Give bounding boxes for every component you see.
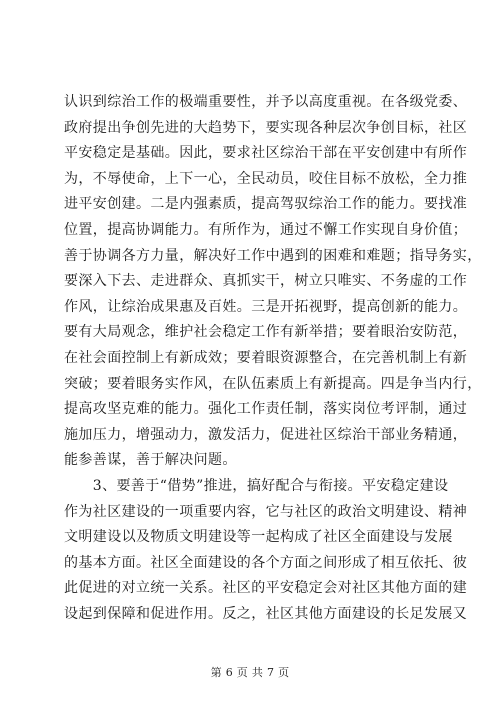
text-line: 设起到保障和促进作用。反之，社区其他方面建设的长足发展又 — [64, 605, 468, 622]
text-line: 此促进的对立统一关系。社区的平安稳定会对社区其他方面的建 — [64, 580, 468, 597]
text-line: 提高攻坚克难的能力。强化工作责任制，落实岗位考评制，通过 — [64, 401, 468, 418]
text-line: 突破；要着眼务实作风，在队伍素质上有新提高。四是争当内行， — [64, 375, 482, 392]
text-line: 作为社区建设的一项重要内容，它与社区的政治文明建设、精神 — [64, 503, 468, 520]
page-number: 第 6 页 共 7 页 — [210, 666, 290, 679]
text-line: 在社会面控制上有新成效；要着眼资源整合，在完善机制上有新 — [64, 349, 468, 366]
text-line: 的基本方面。社区全面建设的各个方面之间形成了相互依托、彼 — [64, 554, 468, 571]
body-text — [64, 90, 482, 627]
text-line: 要深入下去、走进群众、真抓实干，树立只唯实、不务虚的工作 — [64, 273, 468, 290]
text-line: 为，不辱使命，上下一心，全民动员，咬住目标不放松，全力推 — [64, 170, 468, 187]
text-line: 认识到综治工作的极端重要性，并予以高度重视。在各级党委、 — [64, 94, 468, 110]
text-line: 政府提出争创先进的大趋势下，要实现各种层次争创目标，社区 — [64, 119, 468, 136]
text-line: 要有大局观念，维护社会稳定工作有新举措；要着眼治安防范， — [64, 324, 468, 341]
text-line: 位置，提高协调能力。有所作为，通过不懈工作实现自身价值； — [64, 221, 468, 238]
text-line: 能参善谋，善于解决问题。 — [64, 452, 237, 469]
text-line: 3、要善于“借势”推进，搞好配合与衔接。平安稳定建设 — [64, 477, 449, 494]
text-line: 作风，让综治成果惠及百姓。三是开拓视野，提高创新的能力。 — [64, 298, 468, 315]
text-line: 施加压力，增强动力，激发活力，促进社区综治干部业务精通， — [64, 426, 468, 443]
text-line: 平安稳定是基础。因此，要求社区综治干部在平安创建中有所作 — [64, 145, 468, 162]
text-line: 进平安创建。二是内强素质，提高驾驭综治工作的能力。要找准 — [64, 196, 468, 213]
text-line: 文明建设以及物质文明建设等一起构成了社区全面建设与发展 — [64, 529, 453, 546]
text-line: 善于协调各方力量，解决好工作中遇到的困难和难题；指导务实， — [64, 247, 482, 264]
